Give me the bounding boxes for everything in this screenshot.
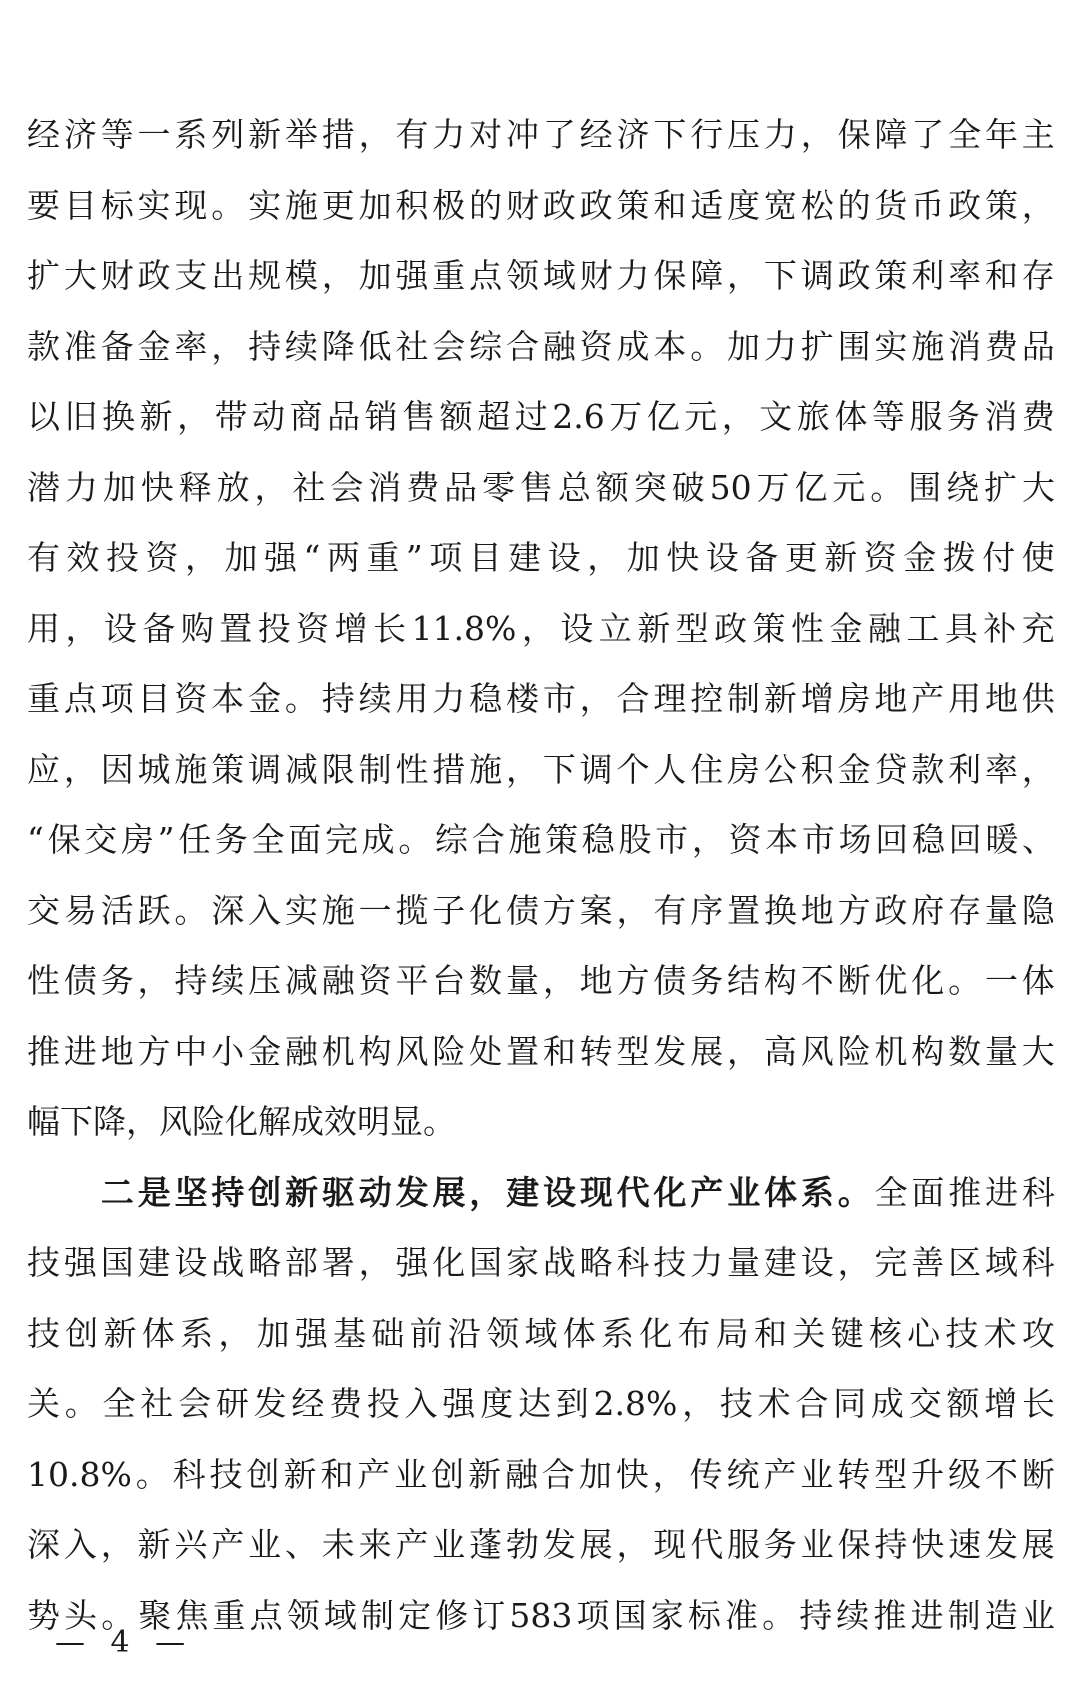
text-line: 10.8% 。 科 技 创 新 和 产 业 创 新 融 合 加 快 ， 传 统 产 业 转 型 升 级 不 断 — [27, 1454, 1055, 1494]
text-line: 二 是 坚 持 创 新 驱 动 发 展 ， 建 设 现 代 化 产 业 体 系 。 全 面 推 进 科 — [100, 1172, 1055, 1212]
text-line: 技 创 新 体 系 ， 加 强 基 础 前 沿 领 域 体 系 化 布 局 和 关 键 核 心 技 术 攻 — [27, 1313, 1055, 1353]
text-line: 以 旧 换 新 ， 带 动 商 品 销 售 额 超 过 2.6 万 亿 元 ， 文 旅 体 等 服 务 消 费 — [27, 397, 1055, 436]
text-line: “ 保 交 房 ” 任 务 全 面 完 成 。 综 合 施 策 稳 股 市 ， 资 本 市 场 回 稳 回 暖 、 — [27, 820, 1055, 859]
text-line: 推 进 地 方 中 小 金 融 机 构 风 险 处 置 和 转 型 发 展 ， 高 风 险 机 构 数 量 大 — [27, 1031, 1055, 1071]
text-line: 幅 下 降 ， 风 险 化 解 成 效 明 显 。 — [27, 1102, 456, 1141]
text-line: 用 ， 设 备 购 置 投 资 增 长 11.8% ， 设 立 新 型 政 策 性 金 融 工 具 补 充 — [27, 608, 1055, 648]
text-line: 要 目 标 实 现 。 实 施 更 加 积 极 的 财 政 政 策 和 适 度 宽 松 的 货 币 政 策 ， — [27, 185, 1055, 225]
text-line: 性 债 务 ， 持 续 压 减 融 资 平 台 数 量 ， 地 方 债 务 结 构 不 断 优 化 。 一 体 — [27, 961, 1055, 1000]
document-body — [27, 100, 1055, 1651]
text-line: 关 。 全 社 会 研 发 经 费 投 入 强 度 达 到 2.8% ， 技 术 合 同 成 交 额 增 长 — [27, 1384, 1055, 1423]
text-line: 扩 大 财 政 支 出 规 模 ， 加 强 重 点 领 域 财 力 保 障 ， 下 调 政 策 利 率 和 存 — [27, 256, 1055, 295]
text-line: 技 强 国 建 设 战 略 部 署 ， 强 化 国 家 战 略 科 技 力 量 建 设 ， 完 善 区 域 科 — [27, 1243, 1055, 1282]
text-line: 重 点 项 目 资 本 金 。 持 续 用 力 稳 楼 市 ， 合 理 控 制 新 增 房 地 产 用 地 供 — [27, 679, 1055, 718]
text-line: 交 易 活 跃 。 深 入 实 施 一 揽 子 化 债 方 案 ， 有 序 置 换 地 方 政 府 存 量 隐 — [27, 890, 1055, 930]
text-line: 势 头 。 聚 焦 重 点 领 域 制 定 修 订 583 项 国 家 标 准 。 持 续 推 进 制 造 业 — [27, 1595, 1055, 1635]
page-number: — 4 — — [55, 1625, 194, 1660]
text-line: 应 ， 因 城 施 策 调 减 限 制 性 措 施 ， 下 调 个 人 住 房 公 积 金 贷 款 利 率 ， — [27, 749, 1055, 789]
text-line: 有 效 投 资 ， 加 强 “ 两 重 ” 项 目 建 设 ， 加 快 设 备 更 新 资 金 拨 付 使 — [27, 538, 1055, 577]
text-line: 经 济 等 一 系 列 新 举 措 ， 有 力 对 冲 了 经 济 下 行 压 力 ， 保 障 了 全 年 主 — [27, 115, 1055, 154]
text-line: 款 准 备 金 率 ， 持 续 降 低 社 会 综 合 融 资 成 本 。 加 力 扩 围 实 施 消 费 品 — [27, 326, 1055, 366]
text-line: 潜 力 加 快 释 放 ， 社 会 消 费 品 零 售 总 额 突 破 50 万 亿 元 。 围 绕 扩 大 — [27, 467, 1055, 507]
text-line: 深 入 ， 新 兴 产 业 、 未 来 产 业 蓬 勃 发 展 ， 现 代 服 务 业 保 持 快 速 发 展 — [27, 1525, 1055, 1564]
